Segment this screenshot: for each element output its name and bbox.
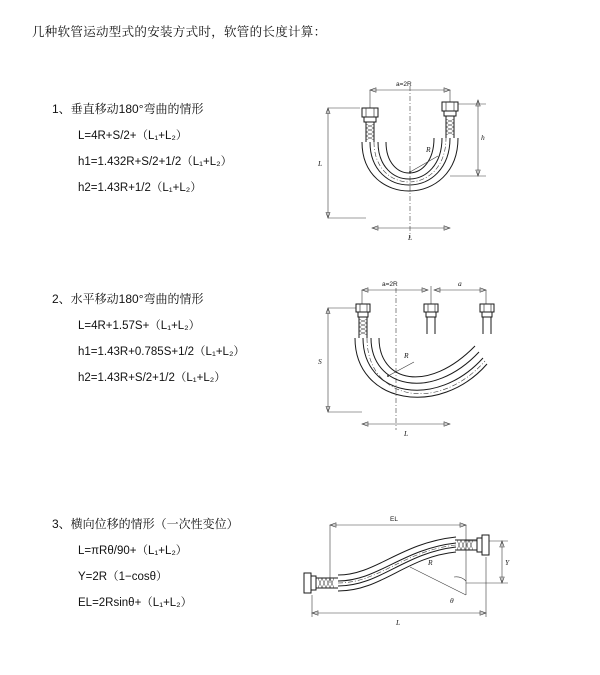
svg-text:L: L <box>396 618 401 627</box>
svg-text:h: h <box>481 133 485 142</box>
section-3-formula-3: EL=2Rsinθ+（L₁+L₂） <box>78 597 193 609</box>
svg-text:R: R <box>426 145 431 154</box>
svg-text:L: L <box>318 159 323 168</box>
section-3-heading: 3、横向位移的情形（一次性变位） <box>52 517 239 531</box>
svg-text:L: L <box>404 429 409 438</box>
section-1-formula-3: h2=1.43R+1/2（L₁+L₂） <box>78 182 202 194</box>
lateral-offset-diagram <box>290 507 550 647</box>
section-2-formula-3: h2=1.43R+S/2+1/2（L₁+L₂） <box>78 372 226 384</box>
section-2-formula-1: L=4R+1.57S+（L₁+L₂） <box>78 320 201 332</box>
horizontal-180-bend-diagram <box>310 272 550 462</box>
section-2-text <box>52 290 312 395</box>
section-1-heading: 1、垂直移动180°弯曲的情形 <box>52 102 204 116</box>
vertical-180-bend-diagram <box>310 68 550 268</box>
svg-text:θ: θ <box>450 596 454 605</box>
section-1-formula-1: L=4R+S/2+（L₁+L₂） <box>78 130 188 142</box>
section-2-formula-2: h1=1.43R+0.785S+1/2（L₁+L₂） <box>78 346 245 358</box>
svg-text:S: S <box>318 357 322 366</box>
section-1-formula-2: h1=1.432R+S/2+1/2（L₁+L₂） <box>78 156 233 168</box>
svg-text:a=2R: a=2R <box>382 281 398 288</box>
section-2-heading: 2、水平移动180°弯曲的情形 <box>52 292 204 306</box>
svg-text:L: L <box>408 233 413 242</box>
section-3-text <box>52 515 312 620</box>
section-1-text <box>52 100 312 205</box>
svg-text:EL: EL <box>390 516 398 523</box>
section-3-formula-2: Y=2R（1−cosθ） <box>78 571 168 583</box>
section-3-formula-1: L=πRθ/90+（L₁+L₂） <box>78 545 188 557</box>
svg-text:a=2R: a=2R <box>396 81 412 88</box>
svg-text:R: R <box>404 351 409 360</box>
page-title: 几种软管运动型式的安装方式时，软管的长度计算： <box>32 25 327 39</box>
svg-text:a: a <box>458 279 462 288</box>
svg-text:R: R <box>428 558 433 567</box>
svg-text:Y: Y <box>505 558 510 567</box>
